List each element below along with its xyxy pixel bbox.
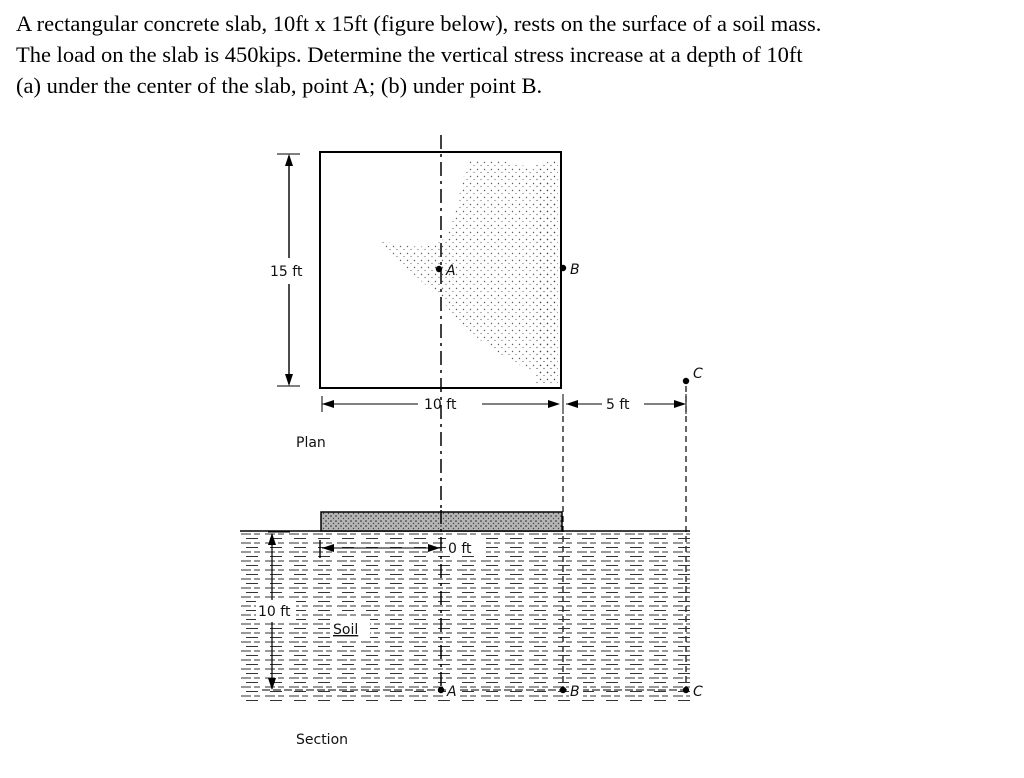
- section-point-b: [560, 687, 566, 693]
- section-view: [240, 510, 703, 748]
- problem-line-1: A rectangular concrete slab, 10ft x 15ft (figure below), rests on the surface of a soil mass.: [16, 11, 822, 36]
- plan-shading: [378, 160, 558, 378]
- section-point-c: [683, 687, 689, 693]
- problem-line-3: (a) under the center of the slab, point A; (b) under point B.: [16, 73, 543, 98]
- plan-view: [270, 135, 703, 510]
- soil-label: Soil: [333, 622, 359, 638]
- section-point-c-label: C: [693, 684, 703, 700]
- plan-point-c-label: C: [693, 366, 703, 382]
- plan-caption: Plan: [296, 435, 326, 451]
- plan-point-a-label: A: [446, 263, 456, 279]
- plan-point-b-label: B: [570, 262, 580, 278]
- dim-half-width-label: 0 ft: [448, 541, 472, 557]
- section-point-a-label: A: [447, 684, 457, 700]
- dim-depth-label: 10 ft: [258, 604, 291, 620]
- section-caption: Section: [296, 732, 349, 748]
- plan-point-a: [436, 266, 442, 272]
- dim-10ft-width-label: 10 ft: [424, 397, 457, 413]
- problem-line-2: The load on the slab is 450kips. Determine the vertical stress increase at a depth of 10ft: [16, 42, 803, 67]
- section-point-b-label: B: [570, 684, 580, 700]
- dim-15ft-label: 15 ft: [270, 264, 303, 280]
- plan-shading-edge: [535, 160, 558, 385]
- dim-5ft-offset-label: 5 ft: [606, 397, 630, 413]
- plan-point-b: [560, 265, 566, 271]
- soil-mass: [240, 532, 690, 704]
- section-point-a: [438, 687, 444, 693]
- plan-point-c: [683, 378, 689, 384]
